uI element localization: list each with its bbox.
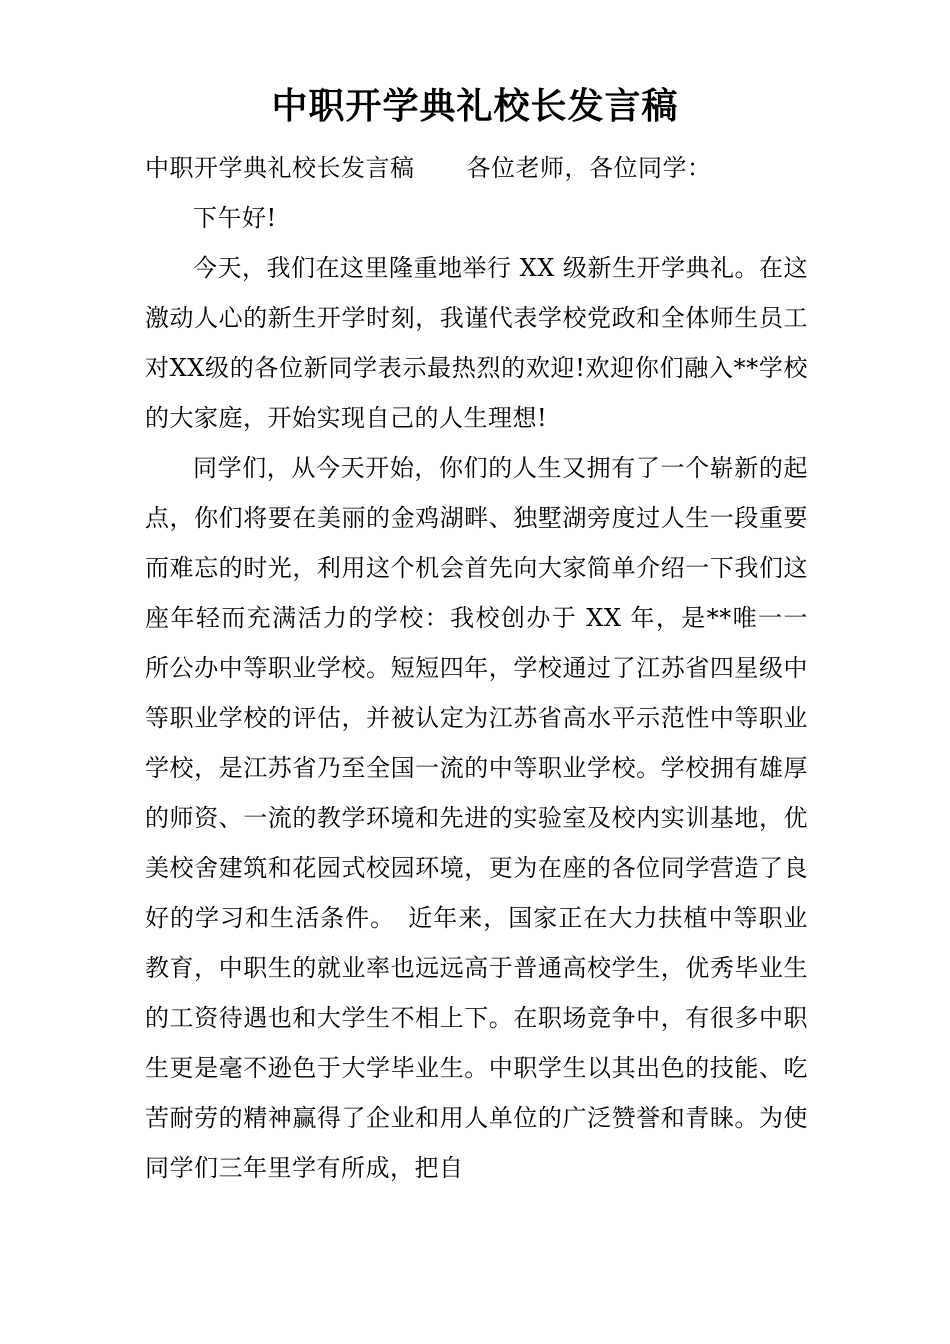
welcome-paragraph: 今天，我们在这里隆重地举行 XX 级新生开学典礼。在这激动人心的新生开学时刻，我谨代表学校党政和全体师生员工对XX级的各位新同学表示最热烈的欢迎!欢迎你们融入**学校的大家庭，开始实现自己的人生理想! [145,254,808,432]
document-title: 中职开学典礼校长发言稿 [271,85,679,127]
repeated-title-text: 中职开学典礼校长发言稿 [145,154,415,182]
salutation-text: 各位老师，各位同学： [466,154,712,182]
document-body [145,143,808,1193]
introduction-paragraph: 同学们，从今天开始，你们的人生又拥有了一个崭新的起点，你们将要在美丽的金鸡湖畔、独墅湖旁度过人生一段重要而难忘的时光，利用这个机会首先向大家简单介绍一下我们这座年轻而充满活力的学校：我校创办于 XX 年，是**唯一一所公办中等职业学校。短短四年，学校通过了江苏省四星级中等职业学校的评估，并被认定为江苏省高水平示范性中等职业学校，是江苏省乃至全国一流的中等职业学校。学校拥有雄厚的师资、一流的教学环境和先进的实验室及校内实训基地，优美校舍建筑和花园式校园环境，更为在座的各位同学营造了良好的学习和生活条件。 近年来，国家正在大力扶植中等职业教育，中职生的就业率也远远高于普通高校学生，优秀毕业生的工资待遇也和大学生不相上下。在职场竞争中，有很多中职生更是毫不逊色于大学毕业生。中职学生以其出色的技能、吃苦耐劳的精神赢得了企业和用人单位的广泛赞誉和青睐。为使同学们三年里学有所成，把自 [145,454,808,1182]
salutation-line [145,143,808,193]
greeting-paragraph: 下午好! [193,204,277,232]
